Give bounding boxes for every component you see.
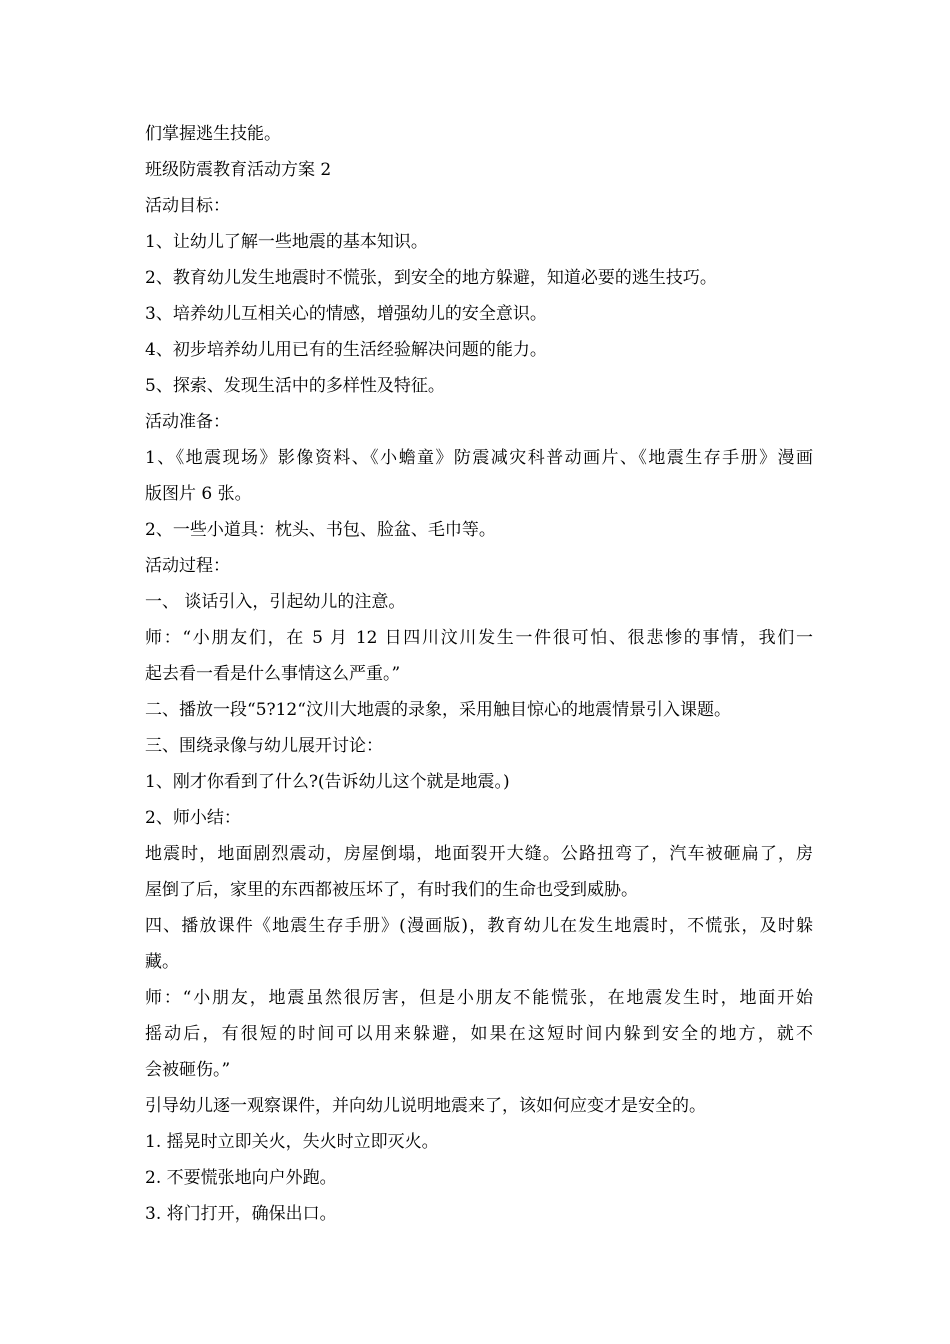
- list-item: 1、《地震现场》影像资料、《小蟾童》防震减灾科普动画片、《地震生存手册》漫画: [145, 448, 813, 468]
- section-heading-preparation: 活动准备：: [145, 412, 230, 432]
- section-heading-goals: 活动目标：: [145, 196, 230, 216]
- paragraph-line: 地震时，地面剧烈震动，房屋倒塌，地面裂开大缝。公路扭弯了，汽车被砸扁了，房: [145, 844, 813, 864]
- paragraph-line: 摇动后，有很短的时间可以用来躲避，如果在这短时间内躲到安全的地方，就不: [145, 1024, 813, 1044]
- paragraph-line: 引导幼儿逐一观察课件，并向幼儿说明地震来了，该如何应变才是安全的。: [145, 1096, 706, 1116]
- paragraph-line: 起去看一看是什么事情这么严重。”: [145, 664, 401, 684]
- list-item: 3. 将门打开，确保出口。: [145, 1204, 337, 1224]
- document-body: [145, 116, 813, 1232]
- list-item: 2、一些小道具：枕头、书包、脸盆、毛巾等。: [145, 520, 496, 540]
- paragraph-line: 藏。: [145, 952, 179, 972]
- step-heading: 四、播放课件《地震生存手册》(漫画版)，教育幼儿在发生地震时，不慌张，及时躲: [145, 916, 813, 936]
- paragraph-line: 师：“小朋友，地震虽然很厉害，但是小朋友不能慌张，在地震发生时，地面开始: [145, 988, 813, 1008]
- list-item: 2. 不要慌张地向户外跑。: [145, 1168, 337, 1188]
- list-item: 3、培养幼儿互相关心的情感，增强幼儿的安全意识。: [145, 304, 547, 324]
- text-line: 们掌握逃生技能。: [145, 124, 281, 144]
- paragraph-line: 师：“小朋友们，在 5 月 12 日四川汶川发生一件很可怕、很悲惨的事情，我们一: [145, 628, 813, 648]
- list-item: 1. 摇晃时立即关火，失火时立即灭火。: [145, 1132, 439, 1152]
- list-item: 4、初步培养幼儿用已有的生活经验解决问题的能力。: [145, 340, 547, 360]
- list-item-continued: 版图片 6 张。: [145, 484, 252, 504]
- list-item: 2、师小结：: [145, 808, 241, 828]
- list-item: 1、刚才你看到了什么?(告诉幼儿这个就是地震。): [145, 772, 510, 792]
- list-item: 2、教育幼儿发生地震时不慌张，到安全的地方躲避，知道必要的逃生技巧。: [145, 268, 717, 288]
- list-item: 5、探索、发现生活中的多样性及特征。: [145, 376, 445, 396]
- paragraph-line: 会被砸伤。”: [145, 1060, 231, 1080]
- step-heading: 三、围绕录像与幼儿展开讨论：: [145, 736, 383, 756]
- step-heading: 一、 谈话引入，引起幼儿的注意。: [145, 592, 406, 612]
- section-heading-process: 活动过程：: [145, 556, 230, 576]
- section-title: 班级防震教育活动方案 2: [145, 160, 332, 180]
- step-heading: 二、播放一段“5?12“汶川大地震的录象，采用触目惊心的地震情景引入课题。: [145, 700, 731, 720]
- paragraph-line: 屋倒了后，家里的东西都被压坏了，有时我们的生命也受到威胁。: [145, 880, 638, 900]
- list-item: 1、让幼儿了解一些地震的基本知识。: [145, 232, 428, 252]
